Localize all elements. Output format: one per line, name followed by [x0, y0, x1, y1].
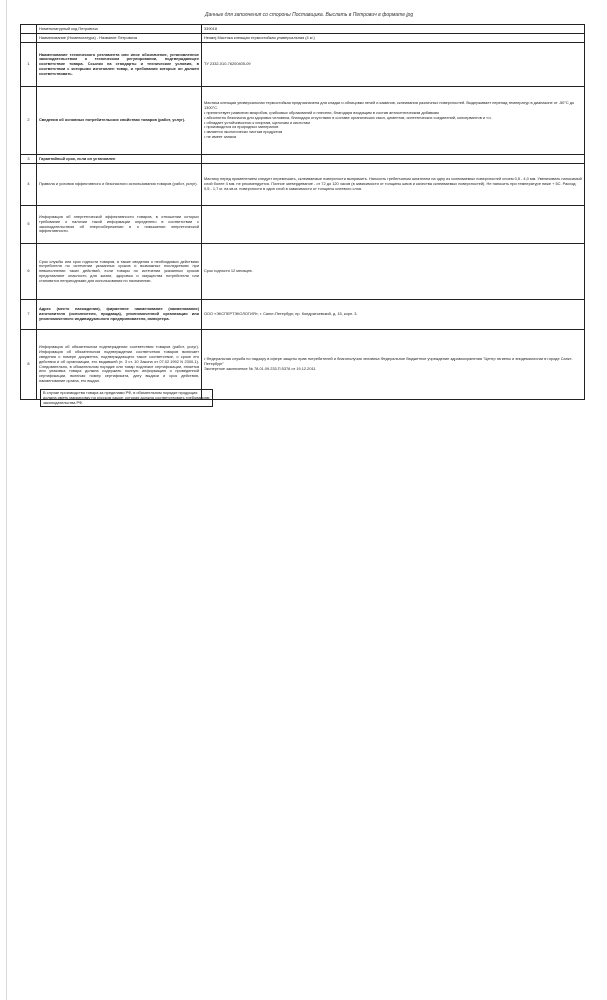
row-label: Гарантийный срок, если он установлен [37, 155, 202, 164]
table-row [21, 206, 585, 244]
row-value: Срок годности 12 месяцев. [202, 244, 585, 300]
list-item: • не имеет запаха [204, 133, 237, 139]
table-row [21, 244, 585, 300]
row-label: Номенклатурный код Петровича [37, 25, 202, 34]
list-item: • абсолютно безопасна для здоровья человека, благодаря отсутствию в составе органических смол, цементов, синтетических соединений, консервантов и т.п. [204, 114, 492, 120]
row-value [202, 155, 585, 164]
row-label: Наименование технического регламента или иное обозначение, установленное законодательством о техническом регулировании, подтверждающее соответствие товара. Ссылки на стандарты и технические условия, в соответствии с которыми изготовлен товар, и требования которые он должен соответствовать. [37, 43, 202, 87]
list-item: • препятствует развитию микробов, грибковых образований и плесени, благодаря входящим в состав антисептическим добавкам [204, 109, 439, 115]
properties-list [204, 111, 582, 140]
row-number [21, 34, 37, 43]
list-item: • является экологически чистым продуктом [204, 129, 283, 135]
row-label: Информация об энергетической эффективности товаров, в отношении которых требование о наличии такой информации определено в соответствии с законодательством об энергосбережении и о повышении энергетической эффективности. [37, 206, 202, 244]
table-row [21, 34, 585, 43]
row-number: 1 [21, 43, 37, 87]
row-label: Адрес (место нахождения), фирменное наименование (наименование) изготовителя (исполнителя, продавца), уполномоченной организации или уполномоченного индивидуального предпринимателя, импортера. [37, 300, 202, 330]
row-value [202, 330, 585, 400]
row-value: Мастику перед применением следует перемешать, склеиваемые поверхности выпрямить. Наносить гребенчатым шпателем на одну из склеиваемых поверхностей слоем 0,5 - 4,0 мм. Увеличивать наносимый слой более 4 мм. не рекомендуется. Полное затвердевание - от 72 до 120 часов (в зависимости от толщины швов и качества склеиваемых поверхностей). Не наносить при температуре ниже + 5С. Расход: 0,5 - 1,7 кг. на кв.м. поверхности в один слой в зависимости от толщины клеевого слоя. [202, 164, 585, 206]
row-label: Информация об обязательном подтверждении соответствия товаров (работ, услуг). Информация об обязательном подтверждении соответствия товаров включает сведения о номере документа, подтверждающего такое соответствие, о сроке его действия и об организации, его выдавшей (п. 3 ст. 10 Закона от 07.02.1992 N 2300-1). Следовательно, в обязательном порядке или товар подлежит сертификации, этикетка или упаковка товара должна содержать полную информацию о проведенной сертификации, включая номер сертификата, дату выдачи и срок действия, наименование органа, его выдал. [37, 330, 202, 400]
list-item: • производится из природных минералов [204, 124, 279, 130]
import-marking-note: В случае производства товара за пределами РФ, в обязательном порядке продукция должна иметь маркировку на русском языке, которая должна соответствовать требованиям законодательства РФ. [40, 389, 213, 407]
row-number: 5 [21, 206, 37, 244]
row-number: 2 [21, 87, 37, 155]
row-number: 4 [21, 164, 37, 206]
table-row [21, 300, 585, 330]
row-number: 7 [21, 300, 37, 330]
row-number [21, 25, 37, 34]
row-number: 3 [21, 155, 37, 164]
table-row [21, 87, 585, 155]
list-item: • обладает устойчивостью к спиртам, щелочам и кислотам [204, 119, 310, 125]
table-row [21, 25, 585, 34]
row-label: Сведения об основных потребительских свойствах товаров (работ, услуг). [37, 87, 202, 155]
row-value: ООО «ЭКСПЕРТЭКОЛОГИЯ», г. Санкт-Петербург, пр. Кондратьевский, д. 15, корп. 3. [202, 300, 585, 330]
row-number: 6 [21, 244, 37, 300]
value-lead-text: Мастика клеящая универсальная термостойкая предназначена для кладки и облицовки печей и каминов, склеивания различных поверхностей. Выдерживает перепад температур в диапазоне от -50°С до 1300°С. [204, 100, 575, 111]
row-number: 8 [21, 330, 37, 400]
table-row [21, 164, 585, 206]
certification-document: Экспертное заключение № 78.01.09.233.П.5376 от 19.12.2011 [204, 365, 316, 371]
product-info-table [20, 24, 585, 400]
table-row [21, 43, 585, 87]
row-value: 339018 [202, 25, 585, 34]
row-value [202, 87, 585, 155]
row-label: Срок службы или срок годности товаров, а также сведения о необходимых действиях потребителя по истечении указанных сроков и возможных последствиях при невыполнении таких действий, если товары по истечении указанных сроков представляют опасность для жизни, здоровья и имущества потребителя или становятся непригодными для использования по назначению. [37, 244, 202, 300]
row-label: Наименование (Номенклатура) - Название Петровича [37, 34, 202, 43]
row-value: ТУ 2332-010-76200405-09 [202, 43, 585, 87]
row-value: Незмеј Мастика клеящая термостойкая универсальная (4 кг.) [202, 34, 585, 43]
scan-edge-line [6, 0, 7, 1000]
header-note: Данные для заполнения со стороны Поставщика. Выслать в Петрович в формате jpg [205, 12, 414, 18]
row-label: Правила и условия эффективного и безопасного использования товаров (работ, услуг). [37, 164, 202, 206]
table-row [21, 155, 585, 164]
row-value [202, 206, 585, 244]
certification-authority: • Федеральная служба по надзору в сфере защиты прав потребителей и благополучия человека Федеральное бюджетное учреждение здравоохранения "Центр гигиены и эпидемиологии в городе Санкт-Петербург" [204, 356, 573, 367]
